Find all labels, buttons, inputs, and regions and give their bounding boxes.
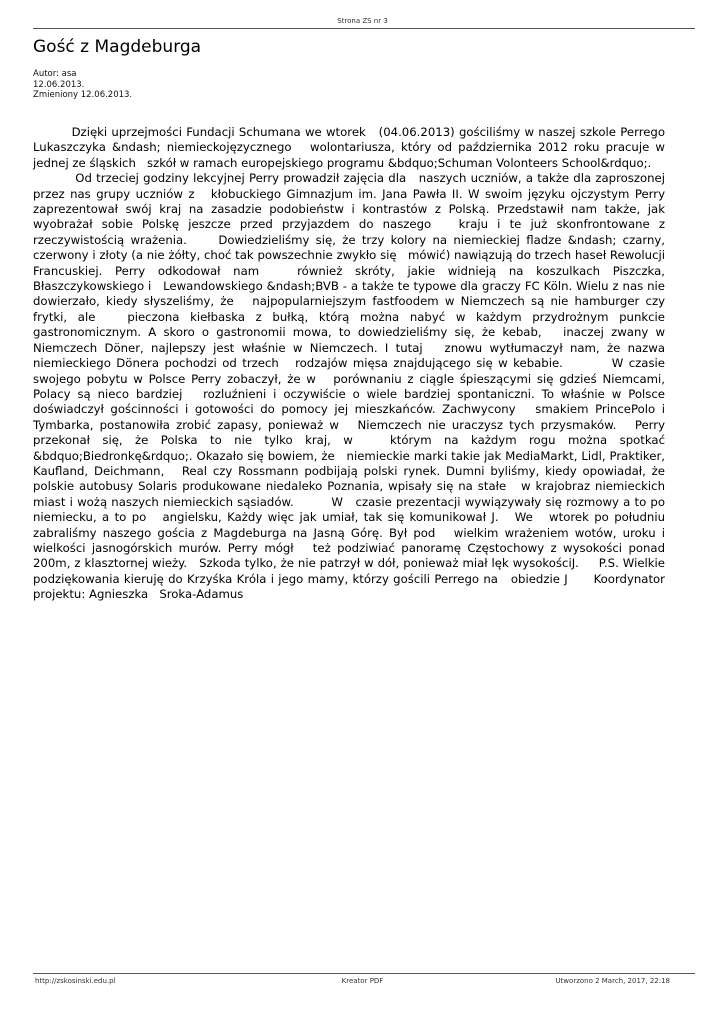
modified-date: Zmieniony 12.06.2013.: [33, 90, 133, 100]
page-header-label: Strona ZS nr 3: [337, 17, 388, 25]
header-divider: [33, 28, 695, 29]
footer-generator: Kreator PDF: [341, 977, 384, 985]
footer-divider: [33, 973, 695, 974]
article-body: [33, 125, 677, 603]
article-paragraph-2: Od trzeciej godziny lekcyjnej Perry prowadził zajęcia dla naszych uczniów, a także dla zaproszonej przez nas grupy uczniów z kłobuckiego Gimnazjum im. Jana Pawła II. W swoim języku ojczystym Perry zaprezentował swój kraj na zasadzie podobieństw i kontrastów z Polską. Przedstawił nam także, jak wyobrażał sobie Polskę jeszcze przed przyjazdem do naszego kraju i te już skonfrontowane z rzeczywistością wrażenia. Dowiedzieliśmy się, że trzy kolory na niemieckiej fladze &ndash; czarny, czerwony i złoty (a nie żółty, choć tak powszechnie zwykło się mówić) nawiązują do trzech haseł Rewolucji Francuskiej. Perry odkodował nam również skróty, jakie widnieją na koszulkach Piszczka, Błaszczykowskiego i Lewandowskiego &ndash;BVB - a także te typowe dla graczy FC Köln. Wielu z nas nie dowierzało, kiedy słyszeliśmy, że najpopularniejszym fastfoodem w Niemczech są nie hamburger czy frytki, ale pieczona kiełbaska z bułką, którą można nabyć w każdym przydrożnym punkcie gastronomicznym. A skoro o gastronomii mowa, to dowiedzieliśmy się, że kebab, inaczej zwany w Niemczech Döner, najlepszy jest właśnie w Niemczech. I tutaj znowu wytłumaczył nam, że nazwa niemieckiego Dönera pochodzi od trzech rodzajów mięsa znajdującego się w kebabie. W czasie swojego pobytu w Polsce Perry zobaczył, że w porównaniu z ciągle śpieszącymi się gdzieś Niemcami, Polacy są nieco bardziej rozluźnieni i oczywiście o wiele bardziej spontaniczni. To właśnie w Polsce doświadczył gościnności i gotowości do pomocy jej mieszkańców. Zachwycony smakiem PrincePolo i Tymbarka, postanowiła zrobić zapasy, ponieważ w Niemczech nie uraczysz tych przysmaków. Perry przekonał się, że Polska to nie tylko kraj, w którym na każdym rogu można spotkać &bdquo;Biedronkę&rdquo;. Okazało się bowiem, że niemieckie marki takie jak MediaMarkt, Lidl, Praktiker, Kaufland, Deichmann, Real czy Rossmann podbijają polski rynek. Dumni byliśmy, kiedy opowiadał, że polskie autobusy Solaris produkowane niedaleko Poznania, wpisały się na stałe w krajobraz niemieckich miast i wożą naszych niemieckich sąsiadów. W czasie prezentacji wywiązywały się rozmowy a to po niemiecku, a to po angielsku, Każdy więc jak umiał, tak się komunikował J. We wtorek po południu zabraliśmy naszego gościa z Magdeburga na Jasną Górę. Był pod wielkim wrażeniem wotów, uroku i wielkości jasnogórskich murów. Perry mógł też podziwiać panoramę Częstochowy z wysokości ponad 200m, z klasztornej wieży. Szkoda tylko, że nie patrzył w dół, ponieważ miał lęk wysokościJ. P.S. Wielkie podziękowania kieruję do Krzyśka Króla i jego mamy, którzy gościli Perrego na obiedzie J Koordynator projektu: Agnieszka Sroka-Adamus: [33, 171, 677, 602]
footer-url: http://zskosinski.edu.pl: [35, 977, 116, 985]
article-paragraph-1: Dzięki uprzejmości Fundacji Schumana we wtorek (04.06.2013) gościliśmy w naszej szkole Perrego Lukaszczyka &ndash; niemieckojęzycznego wolontariusza, który od października 2012 roku pracuje w jednej ze śląskich szkół w ramach europejskiego programu &bdquo;Schuman Volonteers School&rdquo;.: [33, 125, 669, 170]
article-meta: [33, 69, 132, 101]
footer-created: Utworzono 2 March, 2017, 22:18: [555, 977, 670, 985]
article-title: Gość z Magdeburga: [33, 37, 202, 57]
created-date: 12.06.2013.: [33, 79, 85, 90]
author-line: Autor: asa: [33, 69, 77, 79]
